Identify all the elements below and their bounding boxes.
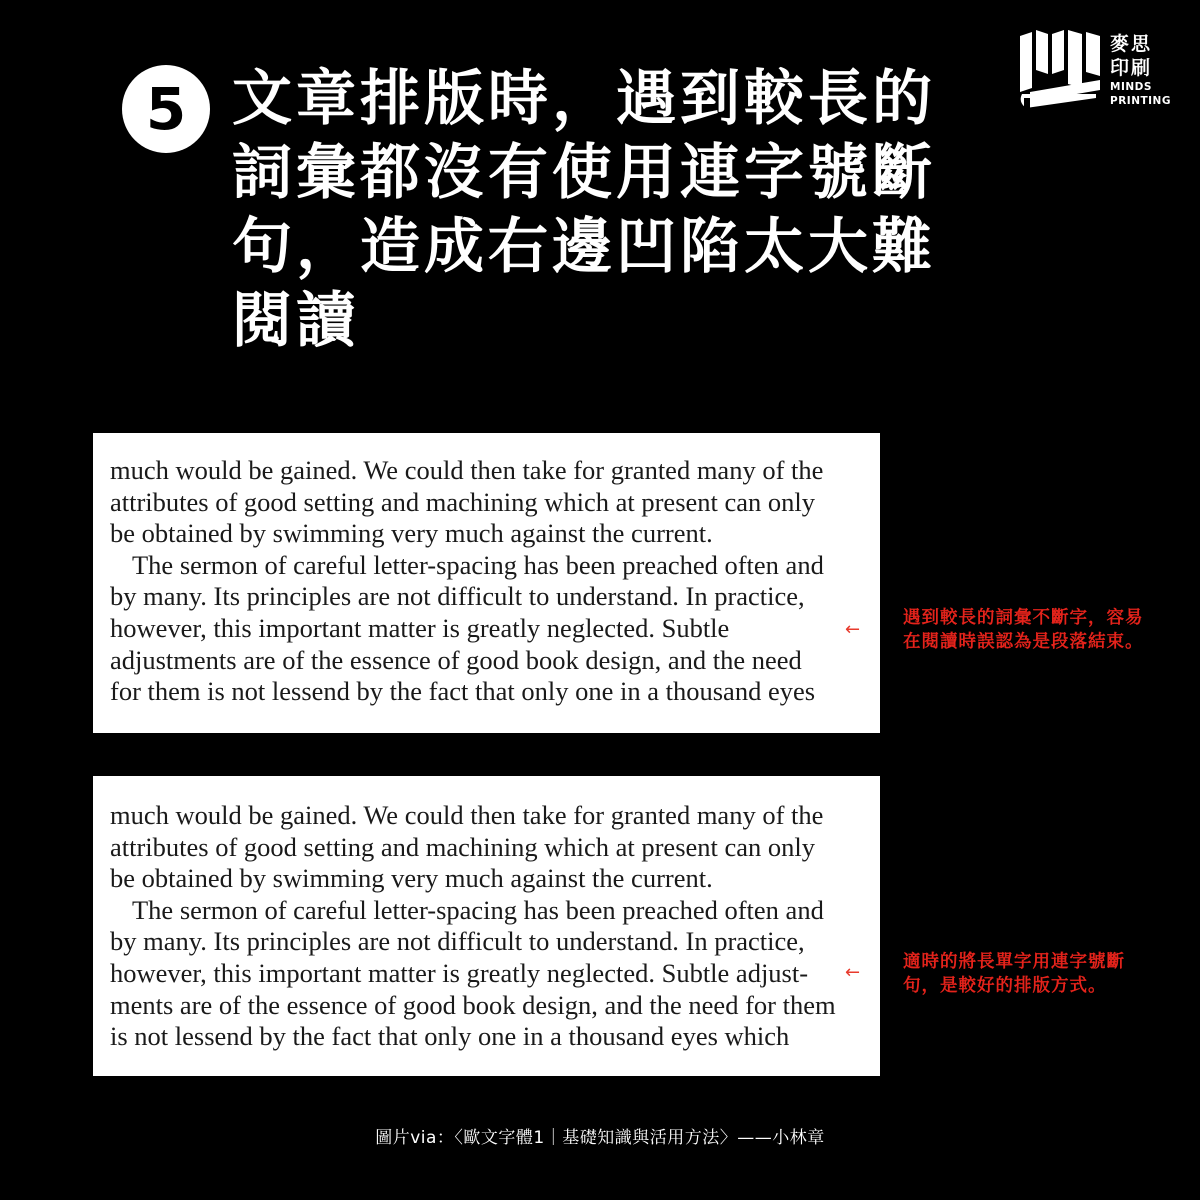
annotation-line: 句，是較好的排版方式。 (903, 976, 1107, 996)
page-title (232, 62, 972, 358)
sample-text-line: is not lessend by the fact that only one in a thousand eyes which (110, 1021, 790, 1052)
sample-text-line: however, this important matter is greatly neglected. Subtle (110, 612, 730, 643)
sample-text-line: by many. Its principles are not difficult to understand. In practice, (110, 926, 805, 957)
brand-name-cn: 印刷 (1110, 57, 1153, 79)
minds-printing-logo-mark-icon (1016, 28, 1102, 112)
annotation-no-hyphen (903, 606, 1188, 654)
title-line: 句，造成右邊凹陷太大難 (232, 212, 936, 282)
brand-name-en: PRINTING (1110, 95, 1171, 107)
sample-text-line: for them is not lessend by the fact that only one in a thousand eyes (110, 676, 816, 707)
brand-wordmark (1110, 32, 1171, 108)
sample-without-hyphenation (93, 433, 880, 733)
sample-text-line: however, this important matter is greatly neglected. Subtle adjust- (110, 957, 809, 988)
brand-name-en: MINDS (1110, 81, 1152, 93)
sample-text-line: adjustments are of the essence of good book design, and the need (110, 644, 802, 675)
sample-text-line: attributes of good setting and machining which at present can only (110, 486, 816, 517)
title-line: 文章排版時，遇到較長的 (232, 64, 936, 134)
sample-text-line: The sermon of careful letter-spacing has been preached often and (132, 894, 824, 925)
annotation-with-hyphen (903, 950, 1188, 998)
left-arrow-icon: ← (845, 962, 861, 983)
annotation-line: 適時的將長單字用連字號斷 (903, 952, 1125, 972)
annotation-line: 在閱讀時誤認為是段落結束。 (903, 632, 1144, 652)
left-arrow-icon: ← (845, 619, 861, 640)
sample-text-line: be obtained by swimming very much against the current. (110, 518, 713, 549)
sample-with-hyphenation (93, 776, 880, 1076)
step-number-badge: 5 (122, 65, 210, 153)
brand-logo (1016, 28, 1186, 118)
title-line: 詞彙都沒有使用連字號斷 (232, 138, 936, 208)
sample-text-line: by many. Its principles are not difficult to understand. In practice, (110, 581, 805, 612)
sample-text-line: be obtained by swimming very much against the current. (110, 863, 713, 894)
title-line: 閱讀 (232, 286, 360, 356)
sample-text-line: attributes of good setting and machining which at present can only (110, 831, 816, 862)
image-source-caption: 圖片via：〈歐文字體1｜基礎知識與活用方法〉——小林章 (375, 1128, 825, 1148)
sample-text-line: The sermon of careful letter-spacing has been preached often and (132, 549, 824, 580)
sample-text-line: much would be gained. We could then take for granted many of the (110, 800, 824, 830)
brand-name-cn: 麥思 (1110, 33, 1153, 55)
sample-text-line: ments are of the essence of good book design, and the need for them (110, 989, 836, 1020)
sample-text-line: much would be gained. We could then take for granted many of the (110, 455, 824, 485)
annotation-line: 遇到較長的詞彙不斷字，容易 (903, 608, 1144, 628)
